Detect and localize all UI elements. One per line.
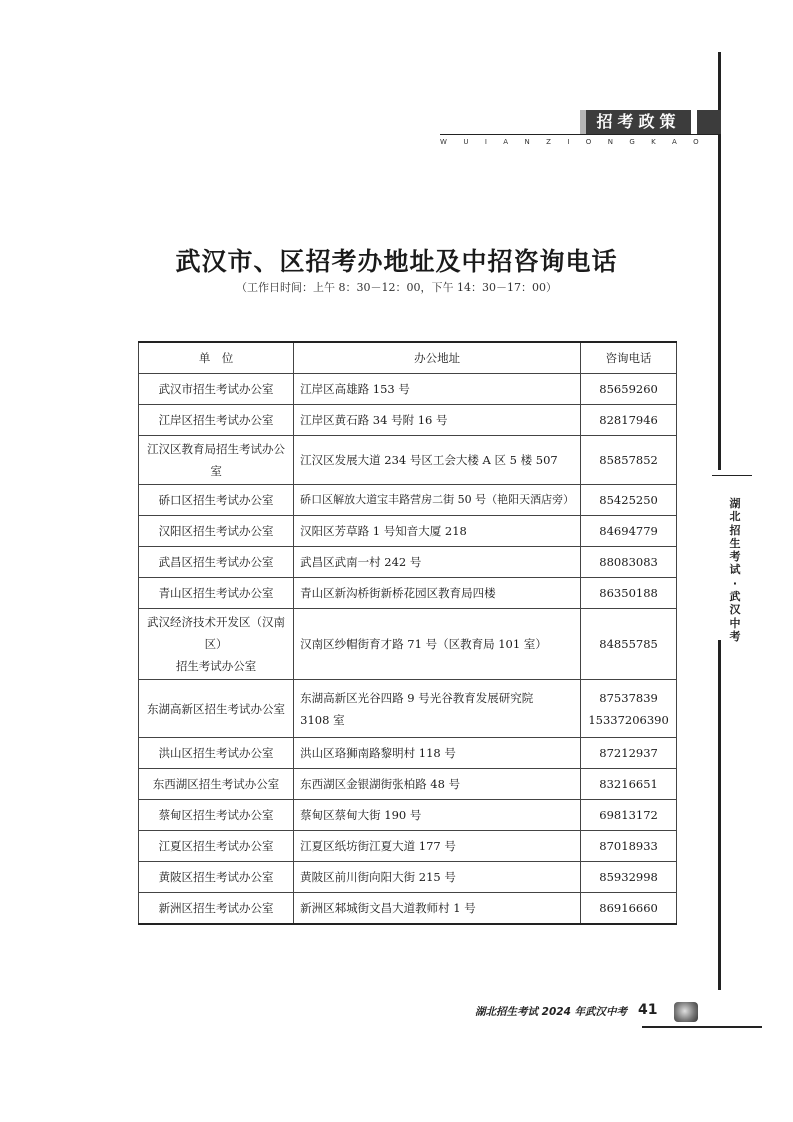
- phone-cell: 82817946: [581, 405, 677, 436]
- table-row: [139, 831, 677, 862]
- phone-cell: 85659260: [581, 374, 677, 405]
- phone-cell: 88083083: [581, 547, 677, 578]
- unit-cell: 青山区招生考试办公室: [139, 578, 294, 609]
- phone-cell: 85932998: [581, 862, 677, 893]
- phone-cell: [581, 680, 677, 738]
- unit-cell: 江岸区招生考试办公室: [139, 405, 294, 436]
- address-cell: [294, 680, 581, 738]
- column-header-phone: 咨询电话: [581, 342, 677, 374]
- phone-cell: 84694779: [581, 516, 677, 547]
- footer-rule: [642, 1026, 762, 1028]
- address-cell: 武昌区武南一村 242 号: [294, 547, 581, 578]
- address-cell: 黄陂区前川街向阳大街 215 号: [294, 862, 581, 893]
- side-vertical-text: [727, 497, 743, 643]
- side-text-char: 北: [729, 510, 741, 524]
- footer-publication: 湖北招生考试 2024 年武汉中考: [475, 1006, 628, 1018]
- table-row: [139, 893, 677, 925]
- address-line: 东湖高新区光谷四路 9 号光谷教育发展研究院: [300, 690, 534, 705]
- table-row: [139, 436, 677, 485]
- side-short-rule: [712, 475, 752, 476]
- unit-cell: 汉阳区招生考试办公室: [139, 516, 294, 547]
- bottom-vertical-rule: [718, 640, 721, 990]
- unit-cell: 武汉市招生考试办公室: [139, 374, 294, 405]
- phone-line: 15337206390: [588, 712, 669, 727]
- side-text-char: 试: [729, 563, 741, 577]
- side-text-char: 考: [729, 629, 741, 643]
- address-cell: 硚口区解放大道宝丰路营房二街 50 号（艳阳天酒店旁）: [294, 485, 581, 516]
- table-row: [139, 405, 677, 436]
- phone-line: 87537839: [599, 690, 658, 705]
- phone-cell: 87212937: [581, 738, 677, 769]
- header-rule: [440, 134, 721, 135]
- unit-cell: [139, 609, 294, 680]
- side-text-char: ·: [732, 576, 738, 590]
- table-header-row: [139, 342, 677, 374]
- section-label: 招考政策: [580, 110, 691, 134]
- unit-cell: 蔡甸区招生考试办公室: [139, 800, 294, 831]
- unit-line: 武汉经济技术开发区（汉南区）: [147, 615, 286, 651]
- unit-cell: 东西湖区招生考试办公室: [139, 769, 294, 800]
- address-cell: 江夏区纸坊街江夏大道 177 号: [294, 831, 581, 862]
- unit-cell: 黄陂区招生考试办公室: [139, 862, 294, 893]
- header-pinyin: WUIANZIONGKAO: [440, 138, 716, 146]
- address-cell: 汉南区纱帽街育才路 71 号（区教育局 101 室）: [294, 609, 581, 680]
- unit-cell: 新洲区招生考试办公室: [139, 893, 294, 925]
- column-header-address: 办公地址: [294, 342, 581, 374]
- table-row: [139, 738, 677, 769]
- address-cell: 江汉区发展大道 234 号区工会大楼 A 区 5 楼 507: [294, 436, 581, 485]
- table-row: [139, 680, 677, 738]
- page-subtitle: （工作日时间：上午 8：30－12：00，下午 14：30－17：00）: [236, 281, 557, 294]
- unit-cell: 洪山区招生考试办公室: [139, 738, 294, 769]
- table-row: [139, 578, 677, 609]
- phone-cell: 84855785: [581, 609, 677, 680]
- table-row: [139, 374, 677, 405]
- unit-cell: 硚口区招生考试办公室: [139, 485, 294, 516]
- phone-cell: 87018933: [581, 831, 677, 862]
- section-label-cap: [697, 110, 721, 134]
- phone-cell: 69813172: [581, 800, 677, 831]
- unit-cell: 江夏区招生考试办公室: [139, 831, 294, 862]
- phone-cell: 83216651: [581, 769, 677, 800]
- address-cell: 江岸区黄石路 34 号附 16 号: [294, 405, 581, 436]
- phone-cell: 85857852: [581, 436, 677, 485]
- unit-cell: 武昌区招生考试办公室: [139, 547, 294, 578]
- table-row: [139, 516, 677, 547]
- side-text-char: 武: [729, 590, 741, 604]
- table-row: [139, 609, 677, 680]
- side-text-char: 生: [729, 536, 741, 550]
- address-cell: 江岸区高雄路 153 号: [294, 374, 581, 405]
- address-cell: 青山区新沟桥街新桥花园区教育局四楼: [294, 578, 581, 609]
- unit-line: 招生考试办公室: [175, 659, 257, 673]
- phone-cell: 85425250: [581, 485, 677, 516]
- side-text-char: 招: [729, 523, 741, 537]
- side-text-char: 汉: [729, 603, 741, 617]
- side-text-char: 湖: [729, 497, 741, 510]
- side-text-char: 中: [729, 616, 741, 630]
- address-cell: 蔡甸区蔡甸大街 190 号: [294, 800, 581, 831]
- unit-cell: 江汉区教育局招生考试办公室: [139, 436, 294, 485]
- address-cell: 新洲区邾城街文昌大道教师村 1 号: [294, 893, 581, 925]
- column-header-unit: 单 位: [139, 342, 294, 374]
- table-row: [139, 769, 677, 800]
- address-cell: 洪山区珞狮南路黎明村 118 号: [294, 738, 581, 769]
- table-row: [139, 485, 677, 516]
- phone-cell: 86350188: [581, 578, 677, 609]
- phone-cell: 86916660: [581, 893, 677, 925]
- address-line: 3108 室: [300, 712, 345, 727]
- table-row: [139, 800, 677, 831]
- unit-cell: 东湖高新区招生考试办公室: [139, 680, 294, 738]
- table-row: [139, 547, 677, 578]
- contact-table: [138, 341, 677, 925]
- table-row: [139, 862, 677, 893]
- address-cell: 汉阳区芳草路 1 号知音大厦 218: [294, 516, 581, 547]
- page-title: 武汉市、区招考办地址及中招咨询电话: [175, 247, 618, 276]
- address-cell: 东西湖区金银湖街张柏路 48 号: [294, 769, 581, 800]
- footer-decoration-icon: [674, 1002, 698, 1022]
- page-number: 41: [638, 1002, 658, 1018]
- side-text-char: 考: [729, 550, 741, 564]
